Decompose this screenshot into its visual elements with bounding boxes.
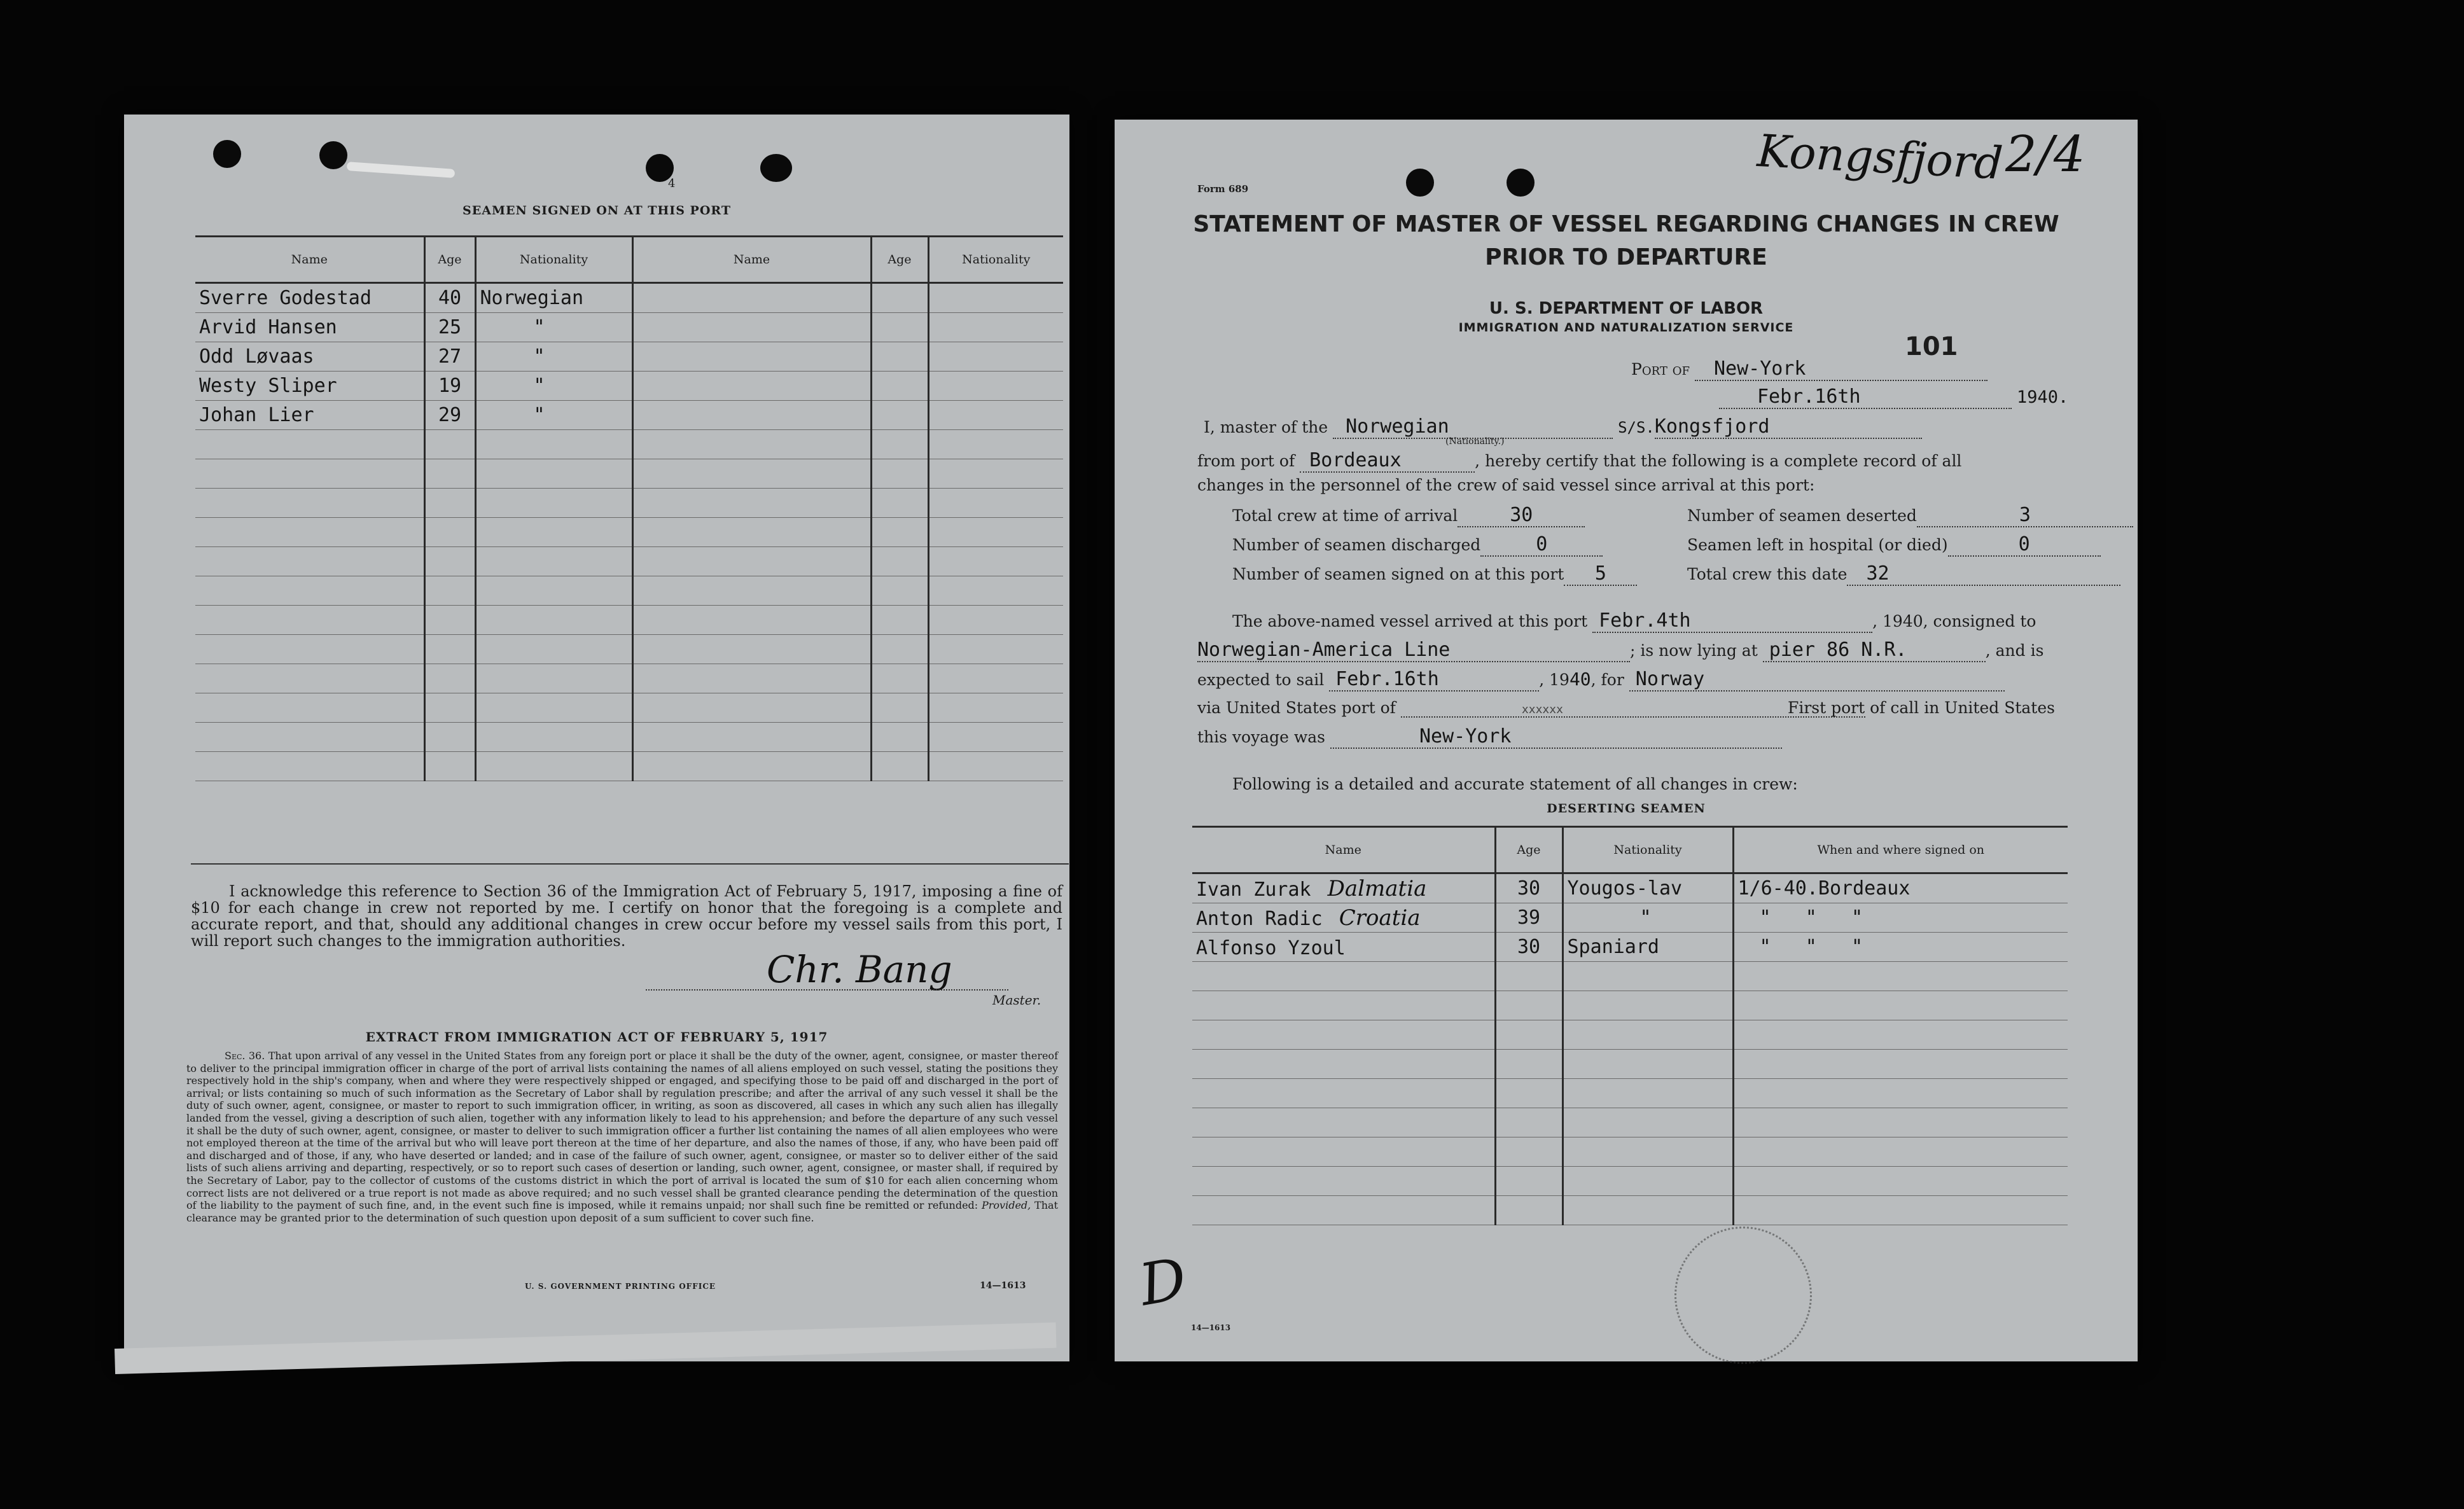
empty-cell xyxy=(871,372,928,401)
following-text: Following is a detailed and accurate statement of all changes in crew: xyxy=(1232,775,1798,793)
empty-cell xyxy=(928,606,1063,635)
empty-cell xyxy=(871,518,928,547)
faint-seal xyxy=(1674,1227,1812,1364)
empty-cell xyxy=(195,723,424,752)
column-header: Name xyxy=(1192,827,1495,873)
column-header: Name xyxy=(632,237,871,283)
table-row xyxy=(1192,873,2068,903)
empty-cell xyxy=(632,459,871,489)
port-label: Port of xyxy=(1631,360,1690,379)
empty-cell xyxy=(195,459,424,489)
empty-cell xyxy=(928,401,1063,430)
from-port-value: Bordeaux xyxy=(1300,449,1475,473)
stamp-number: 101 xyxy=(1905,332,1958,361)
empty-cell xyxy=(1495,1079,1563,1108)
empty-cell xyxy=(1733,1196,2068,1225)
empty-cell xyxy=(871,723,928,752)
empty-cell xyxy=(632,518,871,547)
table-row xyxy=(195,489,1063,518)
via-value: xxxxxx xyxy=(1401,703,1865,718)
empty-cell xyxy=(1192,1079,1495,1108)
voyage-label: this voyage was xyxy=(1197,728,1326,746)
empty-cell xyxy=(632,752,871,781)
empty-cell xyxy=(928,576,1063,606)
handwritten-initials: D xyxy=(1134,1245,1192,1319)
empty-cell xyxy=(871,606,928,635)
empty-cell xyxy=(1733,1079,2068,1108)
printer-credit: U. S. GOVERNMENT PRINTING OFFICE xyxy=(525,1282,716,1291)
cell-name xyxy=(1192,933,1495,962)
empty-cell xyxy=(1495,1167,1563,1196)
empty-cell xyxy=(475,752,632,781)
punch-hole xyxy=(760,154,792,182)
empty-cell xyxy=(928,635,1063,664)
table-row xyxy=(1192,1137,2068,1167)
empty-cell xyxy=(871,576,928,606)
consignee-line xyxy=(1197,639,2043,662)
empty-cell xyxy=(475,606,632,635)
empty-cell xyxy=(475,547,632,576)
cell-signed: " " " xyxy=(1733,903,2068,933)
cell-age: 19 xyxy=(424,372,475,401)
table-row xyxy=(195,313,1063,342)
cell-signed: 1/6-40.Bordeaux xyxy=(1733,873,2068,903)
empty-cell xyxy=(195,606,424,635)
page-number: 4 xyxy=(668,177,676,190)
table-row xyxy=(195,372,1063,401)
empty-cell xyxy=(1563,1137,1733,1167)
cell-nationality: " xyxy=(475,313,632,342)
table-row xyxy=(195,664,1063,693)
table-row xyxy=(195,635,1063,664)
empty-cell xyxy=(928,752,1063,781)
empty-cell xyxy=(632,606,871,635)
table-row xyxy=(195,693,1063,723)
empty-cell xyxy=(475,635,632,664)
empty-cell xyxy=(1192,991,1495,1020)
stat-label: Total crew this date xyxy=(1687,565,1848,583)
cell-nationality: Norwegian xyxy=(475,283,632,313)
empty-cell xyxy=(871,547,928,576)
empty-cell xyxy=(1733,1050,2068,1079)
empty-cell xyxy=(424,489,475,518)
via-label: via United States port of xyxy=(1197,699,1396,717)
empty-cell xyxy=(632,576,871,606)
stat-signed-on xyxy=(1232,562,1637,586)
column-header: Nationality xyxy=(928,237,1063,283)
certify-text-2: changes in the personnel of the crew of said vessel since arrival at this port: xyxy=(1197,476,1815,494)
stat-value: 0 xyxy=(1948,533,2101,557)
empty-cell xyxy=(632,664,871,693)
table-header-row xyxy=(1192,827,2068,873)
empty-cell xyxy=(195,576,424,606)
right-page xyxy=(1115,120,2138,1361)
cell-name xyxy=(1192,903,1495,933)
empty-cell xyxy=(424,723,475,752)
empty-cell xyxy=(1563,1020,1733,1050)
column-header: Age xyxy=(871,237,928,283)
empty-cell xyxy=(1495,1196,1563,1225)
column-header: When and where signed on xyxy=(1733,827,2068,873)
port-value: New-York xyxy=(1695,358,1987,381)
extract-lead: Sec. 36. xyxy=(225,1050,265,1062)
voyage-line xyxy=(1197,725,1782,749)
empty-cell xyxy=(424,547,475,576)
empty-cell xyxy=(424,576,475,606)
empty-cell xyxy=(475,576,632,606)
empty-cell xyxy=(928,283,1063,313)
table-row xyxy=(195,459,1063,489)
deserter-rows xyxy=(1192,873,2068,1225)
port-line xyxy=(1631,358,1987,381)
empty-cell xyxy=(1495,991,1563,1020)
empty-cell xyxy=(632,635,871,664)
extract-proviso-word: Provided, xyxy=(982,1199,1031,1212)
empty-cell xyxy=(1563,1079,1733,1108)
acknowledgment-text: I acknowledge this reference to Section 36 of the Immigration Act of February 5, 1917, imposing a fine of $10 for each change in crew not reported by me. I certify on honor that the foregoing is a complete and accurate report, and that, should any additional changes in crew occur before my vessel sails from this port, I will report such changes to the immigration authorities. xyxy=(191,882,1062,950)
master-line xyxy=(1204,415,1922,439)
stat-deserted xyxy=(1687,504,2133,527)
empty-cell xyxy=(928,664,1063,693)
deserter-name: Alfonso Yzoul xyxy=(1196,936,1346,959)
arrival-date: Febr.4th xyxy=(1592,609,1872,633)
cell-age: 39 xyxy=(1495,903,1563,933)
consignee-value: Norwegian-America Line xyxy=(1197,639,1630,662)
vessel-prefix: S/S. xyxy=(1618,419,1655,436)
empty-cell xyxy=(632,489,871,518)
sail-line xyxy=(1197,668,2005,692)
cell-age: 25 xyxy=(424,313,475,342)
form-subtitle: PRIOR TO DEPARTURE xyxy=(1485,244,1767,270)
stat-label: Number of seamen signed on at this port xyxy=(1232,565,1564,583)
handwritten-fraction: 2/4 xyxy=(2005,126,2085,183)
cell-nationality: " xyxy=(475,401,632,430)
empty-cell xyxy=(195,547,424,576)
empty-cell xyxy=(424,430,475,459)
date-line xyxy=(1719,386,2068,409)
table-row xyxy=(1192,1020,2068,1050)
and-is-text: , and is xyxy=(1985,641,2044,660)
cell-name: Arvid Hansen xyxy=(195,313,424,342)
empty-cell xyxy=(195,664,424,693)
column-header: Age xyxy=(1495,827,1563,873)
cell-nationality: " xyxy=(475,372,632,401)
empty-cell xyxy=(1733,1108,2068,1137)
table-row xyxy=(195,752,1063,781)
stat-value: 5 xyxy=(1564,562,1637,586)
empty-cell xyxy=(1495,1137,1563,1167)
table-row xyxy=(195,576,1063,606)
table-row xyxy=(195,342,1063,372)
empty-cell xyxy=(871,313,928,342)
from-port-line xyxy=(1197,449,1961,473)
empty-cell xyxy=(928,547,1063,576)
empty-cell xyxy=(928,518,1063,547)
signed-on-rows xyxy=(195,283,1063,781)
empty-cell xyxy=(195,518,424,547)
empty-cell xyxy=(1495,1020,1563,1050)
first-port-label: First port of call in United States xyxy=(1788,699,2055,717)
sail-for: , for xyxy=(1590,671,1624,689)
empty-cell xyxy=(1192,1196,1495,1225)
column-header: Age xyxy=(424,237,475,283)
table-row xyxy=(195,518,1063,547)
column-header: Nationality xyxy=(475,237,632,283)
empty-cell xyxy=(424,693,475,723)
empty-cell xyxy=(871,752,928,781)
table-row xyxy=(1192,962,2068,991)
empty-cell xyxy=(1563,991,1733,1020)
empty-cell xyxy=(475,693,632,723)
cell-nationality: " xyxy=(1563,903,1733,933)
empty-cell xyxy=(1563,1108,1733,1137)
empty-cell xyxy=(928,372,1063,401)
empty-cell xyxy=(1563,962,1733,991)
empty-cell xyxy=(475,664,632,693)
empty-cell xyxy=(1495,962,1563,991)
empty-cell xyxy=(1192,1167,1495,1196)
empty-cell xyxy=(424,664,475,693)
deserter-name: Ivan Zurak xyxy=(1196,878,1311,901)
voyage-value: New-York xyxy=(1330,725,1782,749)
cell-age: 40 xyxy=(424,283,475,313)
sail-date: Febr.16th xyxy=(1329,668,1539,692)
via-line xyxy=(1197,699,1865,718)
extract-proviso: That clearance may be granted prior to the determination of such question upon deposit of a sum sufficient to cover such fine. xyxy=(186,1199,1058,1224)
empty-cell xyxy=(871,401,928,430)
empty-cell xyxy=(871,489,928,518)
empty-cell xyxy=(424,459,475,489)
extract-title: EXTRACT FROM IMMIGRATION ACT OF FEBRUARY 5, 1917 xyxy=(365,1029,828,1045)
table-row xyxy=(1192,1079,2068,1108)
table-row xyxy=(1192,1167,2068,1196)
table-row xyxy=(195,430,1063,459)
sail-year-prefix: , 19 xyxy=(1539,671,1570,689)
stat-value: 0 xyxy=(1480,533,1603,557)
empty-cell xyxy=(1563,1050,1733,1079)
destination-value: Norway xyxy=(1629,668,2005,692)
deserter-origin-note: Dalmatia xyxy=(1327,875,1427,901)
empty-cell xyxy=(632,313,871,342)
stat-label: Number of seamen discharged xyxy=(1232,536,1481,554)
deserters-table xyxy=(1192,826,2068,1225)
stat-value: 30 xyxy=(1458,504,1585,527)
paper-tear xyxy=(347,162,456,178)
empty-cell xyxy=(871,693,928,723)
cell-age: 27 xyxy=(424,342,475,372)
table-row xyxy=(1192,933,2068,962)
empty-cell xyxy=(632,547,871,576)
left-page xyxy=(124,115,1069,1361)
stat-hospital xyxy=(1687,533,2101,557)
year-value: 1940. xyxy=(2016,387,2069,407)
table-row xyxy=(195,401,1063,430)
cell-age: 29 xyxy=(424,401,475,430)
expected-label: expected to sail xyxy=(1197,671,1325,689)
punch-hole xyxy=(319,141,347,169)
divider xyxy=(191,863,1069,865)
empty-cell xyxy=(871,664,928,693)
punch-hole xyxy=(213,140,241,168)
empty-cell xyxy=(424,606,475,635)
empty-cell xyxy=(1192,1020,1495,1050)
empty-cell xyxy=(928,430,1063,459)
empty-cell xyxy=(1733,1020,2068,1050)
table-row xyxy=(195,547,1063,576)
stat-value: 3 xyxy=(1917,504,2133,527)
empty-cell xyxy=(475,518,632,547)
cell-nationality: Yougos-lav xyxy=(1563,873,1733,903)
stat-total-arrival xyxy=(1232,504,1585,527)
empty-cell xyxy=(1733,962,2068,991)
empty-cell xyxy=(1563,1167,1733,1196)
empty-cell xyxy=(1192,962,1495,991)
table-row xyxy=(195,283,1063,313)
empty-cell xyxy=(475,459,632,489)
date-value: Febr.16th xyxy=(1719,386,2012,409)
table-row xyxy=(195,606,1063,635)
empty-cell xyxy=(632,372,871,401)
empty-cell xyxy=(195,430,424,459)
stat-label: Total crew at time of arrival xyxy=(1232,506,1458,525)
table-row xyxy=(1192,1050,2068,1079)
punch-hole xyxy=(1406,169,1434,197)
empty-cell xyxy=(1192,1137,1495,1167)
master-prefix: I, master of the xyxy=(1204,418,1328,436)
empty-cell xyxy=(424,635,475,664)
form-code: 14—1613 xyxy=(980,1281,1026,1291)
empty-cell xyxy=(871,430,928,459)
from-port-label: from port of xyxy=(1197,452,1295,470)
table-row xyxy=(1192,1108,2068,1137)
empty-cell xyxy=(928,459,1063,489)
punch-hole xyxy=(1507,169,1535,197)
cell-name: Odd Løvaas xyxy=(195,342,424,372)
table-row xyxy=(195,723,1063,752)
extract-text xyxy=(186,1050,1058,1224)
cell-nationality: Spaniard xyxy=(1563,933,1733,962)
table-header-row xyxy=(195,237,1063,283)
empty-cell xyxy=(195,635,424,664)
arrival-prefix: The above-named vessel arrived at this port xyxy=(1232,612,1588,630)
department-name: U. S. DEPARTMENT OF LABOR xyxy=(1489,299,1764,318)
column-header: Nationality xyxy=(1563,827,1733,873)
deserter-name: Anton Radic xyxy=(1196,907,1323,930)
signed-on-table xyxy=(195,235,1063,781)
empty-cell xyxy=(632,401,871,430)
form-number: Form 689 xyxy=(1197,183,1249,195)
table-row xyxy=(1192,903,2068,933)
empty-cell xyxy=(1563,1196,1733,1225)
vessel-value: Kongsfjord xyxy=(1655,415,1922,439)
signature-line xyxy=(646,989,1008,991)
empty-cell xyxy=(195,693,424,723)
deserter-origin-note: Croatia xyxy=(1339,905,1421,931)
empty-cell xyxy=(1495,1050,1563,1079)
empty-cell xyxy=(475,489,632,518)
stat-label: Seamen left in hospital (or died) xyxy=(1687,536,1948,554)
empty-cell xyxy=(928,723,1063,752)
cell-name: Westy Sliper xyxy=(195,372,424,401)
stat-value: 32 xyxy=(1847,562,2120,586)
empty-cell xyxy=(928,489,1063,518)
extract-body: That upon arrival of any vessel in the United States from any foreign port or place it shall be the duty of the owner, agent, consignee, or master thereof to deliver to the principal immigration officer in charge of the port of arrival lists containing the names of all aliens employed on such vessel, stating the positions they respectively hold in the ship's company, when and where they were respectively shipped or engaged, and specifying those to be paid off and discharged in the port of arrival; or lists containing so much of such information as the Secretary of Labor shall by regulation prescribe; and after the arrival of any such vessel it shall be the duty of such owner, agent, consignee, or master to report to such immigration officer, in writing, as soon as discovered, all cases in which any such alien has illegally landed from the vessel, giving a description of such alien, together with any information likely to lead to his apprehension; and before the departure of any such vessel it shall be the duty of such owner, agent, consignee, or master to deliver to such immigration officer a further list containing the names of all alien employees who were not employed thereon at the time of the arrival but who will leave port thereon at the time of her departure, and also the names of those, if any, who have been paid off and discharged and of those, if any, who have deserted or landed; and in case of the failure of such owner, agent, consignee, or master so to deliver either of the said lists of such aliens arriving and departing, respectively, or so to report such cases of desertion or landing, such owner, agent, consignee, or master shall, if required by the Secretary of Labor, pay to the collector of customs of the customs district in which the port of arrival is located the sum of $10 for each alien concerning whom correct lists are not delivered or a true report is not made as above required; and no such vessel shall be granted clearance pending the determination of the question of the liability to the payment of such fine, and, in the event such fine is imposed, while it remains unpaid; nor shall such fine be remitted or refunded: xyxy=(186,1050,1058,1212)
cell-age: 30 xyxy=(1495,933,1563,962)
empty-cell xyxy=(424,518,475,547)
form-code: 14—1613 xyxy=(1191,1323,1231,1332)
service-name: IMMIGRATION AND NATURALIZATION SERVICE xyxy=(1458,321,1794,335)
empty-cell xyxy=(632,342,871,372)
form-title: STATEMENT OF MASTER OF VESSEL REGARDING CHANGES IN CREW xyxy=(1193,211,2059,237)
handwritten-vessel: Kongsfjord xyxy=(1756,124,2005,190)
empty-cell xyxy=(632,723,871,752)
empty-cell xyxy=(928,342,1063,372)
empty-cell xyxy=(871,342,928,372)
arrival-line xyxy=(1232,609,2036,633)
empty-cell xyxy=(475,430,632,459)
empty-cell xyxy=(871,283,928,313)
column-header: Name xyxy=(195,237,424,283)
arrival-year: , 1940, consigned to xyxy=(1872,612,2036,630)
empty-cell xyxy=(871,635,928,664)
cell-name: Sverre Godestad xyxy=(195,283,424,313)
nationality-value: Norwegian xyxy=(1333,415,1613,439)
empty-cell xyxy=(1192,1108,1495,1137)
cell-nationality: " xyxy=(475,342,632,372)
empty-cell xyxy=(928,313,1063,342)
empty-cell xyxy=(475,723,632,752)
stat-label: Number of seamen deserted xyxy=(1687,506,1917,525)
empty-cell xyxy=(195,489,424,518)
pier-value: pier 86 N.R. xyxy=(1763,639,1986,662)
nationality-caption: (Nationality.) xyxy=(1445,436,1505,447)
lying-text: ; is now lying at xyxy=(1630,641,1758,660)
empty-cell xyxy=(1192,1050,1495,1079)
signature-caption: Master. xyxy=(992,992,1041,1008)
cell-name xyxy=(1192,873,1495,903)
empty-cell xyxy=(195,752,424,781)
empty-cell xyxy=(1733,991,2068,1020)
master-signature: Chr. Bang xyxy=(767,948,952,991)
empty-cell xyxy=(632,693,871,723)
section-title: SEAMEN SIGNED ON AT THIS PORT xyxy=(463,204,731,218)
sail-year-digits: 40 xyxy=(1569,669,1591,690)
cell-age: 30 xyxy=(1495,873,1563,903)
empty-cell xyxy=(1733,1137,2068,1167)
empty-cell xyxy=(424,752,475,781)
stat-total-crew xyxy=(1687,562,2120,586)
empty-cell xyxy=(632,430,871,459)
empty-cell xyxy=(871,459,928,489)
empty-cell xyxy=(632,283,871,313)
empty-cell xyxy=(1733,1167,2068,1196)
stat-discharged xyxy=(1232,533,1603,557)
table-row xyxy=(1192,1196,2068,1225)
cell-signed: " " " xyxy=(1733,933,2068,962)
empty-cell xyxy=(928,693,1063,723)
certify-text: , hereby certify that the following is a complete record of all xyxy=(1475,452,1962,470)
empty-cell xyxy=(1495,1108,1563,1137)
cell-name: Johan Lier xyxy=(195,401,424,430)
deserting-title: DESERTING SEAMEN xyxy=(1547,802,1706,816)
table-row xyxy=(1192,991,2068,1020)
